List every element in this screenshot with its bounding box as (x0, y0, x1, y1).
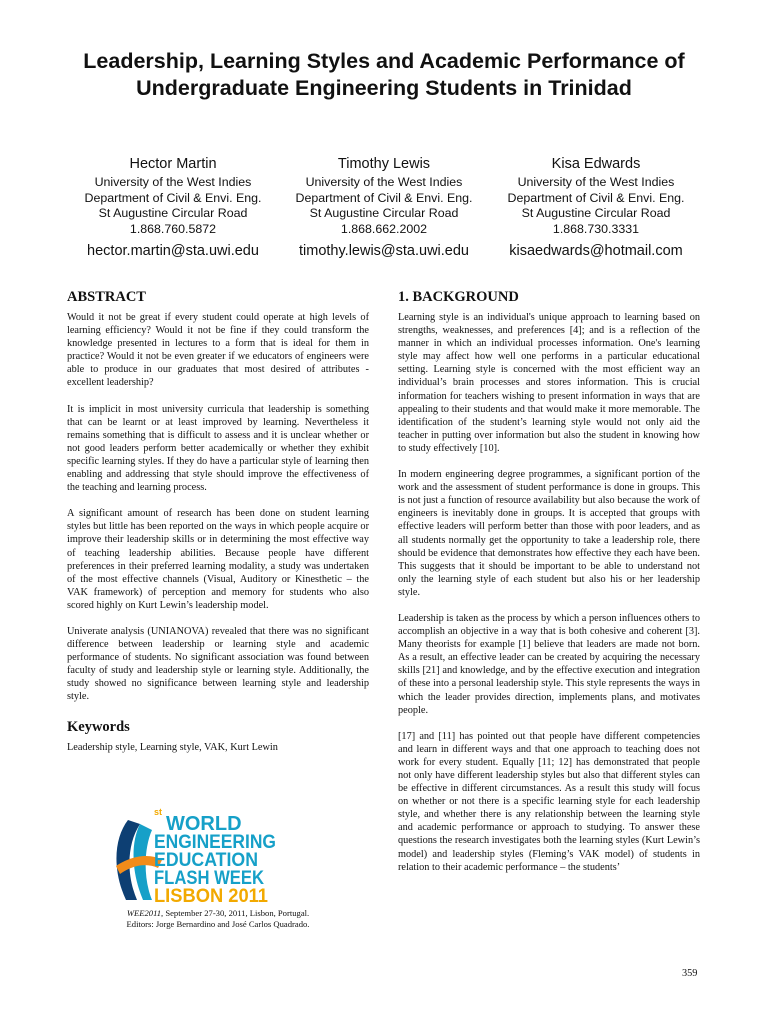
author-1 (58, 155, 288, 260)
page-number: 359 (682, 968, 698, 979)
logo-superscript: st (154, 808, 163, 817)
author-department: Department of Civil & Envi. Eng. (295, 190, 473, 205)
author-email[interactable]: hector.martin@sta.uwi.edu (87, 243, 259, 259)
background-heading: 1. BACKGROUND (398, 289, 519, 305)
author-phone: 1.868.662.2002 (340, 221, 428, 236)
logo-line-education: EDUCATION (154, 850, 258, 871)
author-name: Hector Martin (129, 156, 217, 172)
caption-event-line (88, 908, 348, 919)
logo-line-lisbon: LISBON 2011 (154, 886, 269, 907)
logo-line-flash-week: FLASH WEEK (154, 868, 265, 889)
abstract-paragraph: Univerate analysis (UNIANOVA) revealed that there was no significant difference between leadership or learning style and academic performance of students. No significant association was found between faculty of study and leadership style or learning style. Additionally, the study showed no significance between learning style and leadership style. (67, 625, 369, 703)
logo-line-engineering: ENGINEERING (154, 832, 276, 853)
keywords-heading: Keywords (67, 718, 130, 735)
author-phone: 1.868.760.5872 (129, 221, 217, 236)
background-paragraph: In modern engineering degree programmes, a significant portion of the work and the assessment of student performance is done in groups. This is not just a function of resource availability but also because the work of engineers is inevitably done in groups. It is accepted that groups with effective leaders will perform better than those with poor leaders, and as all students normally get the opportunity to take a leadership role, there should be evidence that demonstrates how effective they each have been. This suggests that it should be important to be able to understand not only the learning style of each student but also his or her leadership style. (398, 469, 700, 598)
right-column (398, 288, 700, 874)
background-paragraph: Learning style is an individual's unique approach to learning based on strengths, weaknesses, and preferences [4]; and is a reflection of the manner in which an individual processes information. One's learning style may affect how well one performs in a particular educational setting. Learning style is concerned with the most efficient way an individual’s brain processes and stores information. This is crucial information for teachers wishing to present information in ways that are appealing to their students and that would make it more memorable. The identification of the student’s learning style would not only aid the teacher in putting over information but also the student in knowing how to study effectively [10]. (398, 312, 700, 454)
abstract-heading: ABSTRACT (67, 289, 146, 305)
caption-editors: Editors: Jorge Bernardino and José Carlos Quadrado. (126, 919, 310, 929)
author-name: Kisa Edwards (551, 156, 641, 172)
author-address: St Augustine Circular Road (521, 206, 671, 220)
author-university: University of the West Indies (517, 175, 675, 189)
author-university: University of the West Indies (94, 175, 252, 189)
logo-line-world: WORLD (166, 813, 242, 835)
author-name: Timothy Lewis (337, 156, 431, 172)
author-2 (269, 155, 499, 260)
author-address: St Augustine Circular Road (309, 206, 459, 220)
author-department: Department of Civil & Envi. Eng. (507, 190, 685, 205)
author-address: St Augustine Circular Road (98, 206, 248, 220)
abstract-paragraph: Would it not be great if every student could operate at high levels of learning efficiency? Would it not be fine if they could transform the knowledge presented in lectures to a form that is ideal for them in practice? Would it not be even greater if we educators of engineers were able to produce in our graduates that most desired of attributes - excellent leadership? (67, 312, 369, 389)
keywords-text: Leadership style, Learning style, VAK, Kurt Lewin (67, 741, 278, 753)
conference-logo (110, 808, 280, 908)
conference-logo-graphic (110, 808, 280, 908)
paper-title: Leadership, Learning Styles and Academic Performance of Undergraduate Engineering Students in Trinidad (83, 49, 685, 100)
author-phone: 1.868.730.3331 (552, 221, 640, 236)
caption-event: WEE2011 (126, 908, 162, 918)
author-email[interactable]: timothy.lewis@sta.uwi.edu (299, 243, 469, 259)
background-paragraph: Leadership is taken as the process by which a person influences others to accomplish an objective in a way that is both cohesive and coherent [3]. Many theorists for example [1] believe that leaders are made not born. As a result, an effective leader can be created by acquiring the necessary skills [21] and knowledge, and by the effective execution and integration of these into a personal leadership style. This style represents the ways in which the leader provides direction, implements plans, and motivates people. (398, 612, 700, 716)
author-email[interactable]: kisaedwards@hotmail.com (509, 243, 683, 259)
author-department: Department of Civil & Envi. Eng. (84, 190, 262, 205)
background-paragraph: [17] and [11] has pointed out that people have different competencies and learn in different ways and that one approach to teaching does not work for every student. Equally [11; 12] has demonstrated that people not only have different leadership styles but also that different styles can be effective in different circumstances. As a result this study will focus on whether or not there is a specific learning style for each leadership style, and whether there is any relationship between the learning style and academic performance or approach to studying. To answer these questions the research investigates both the learning styles (Kurt Lewin’s model) and leadership styles (Fleming’s VAK model) of students in relation to their academic performance – the students’ (398, 730, 700, 873)
abstract-paragraph: It is implicit in most university curricula that leadership is something that can be learnt or at least improved by learning. Nevertheless it remains something that is difficult to assess and it is unclear whether or not good leaders perform better academically or whether they exhibit specific learning styles. If they do have a particular style of learning then enabling and addressing that style should improve the effectiveness of the teaching and learning process. (67, 403, 369, 494)
conference-caption (88, 908, 348, 930)
author-3 (481, 155, 711, 260)
left-column (67, 288, 369, 754)
abstract-paragraph: A significant amount of research has been done on student learning styles but little has been reported on the ways in which people acquire or improve their leadership skills or in determining the most effective way of teaching leadership abilities. Because people have different preferences in their preferred learning modality, a study was undertaken of the most effective channels (Visual, Auditory or Kinesthetic – the VAK framework) of perception and memory for students who also scored highly on Kurt Lewin’s leadership model. (67, 508, 369, 611)
caption-dates: , September 27-30, 2011, Lisbon, Portugal. (161, 908, 310, 918)
author-university: University of the West Indies (305, 175, 463, 189)
